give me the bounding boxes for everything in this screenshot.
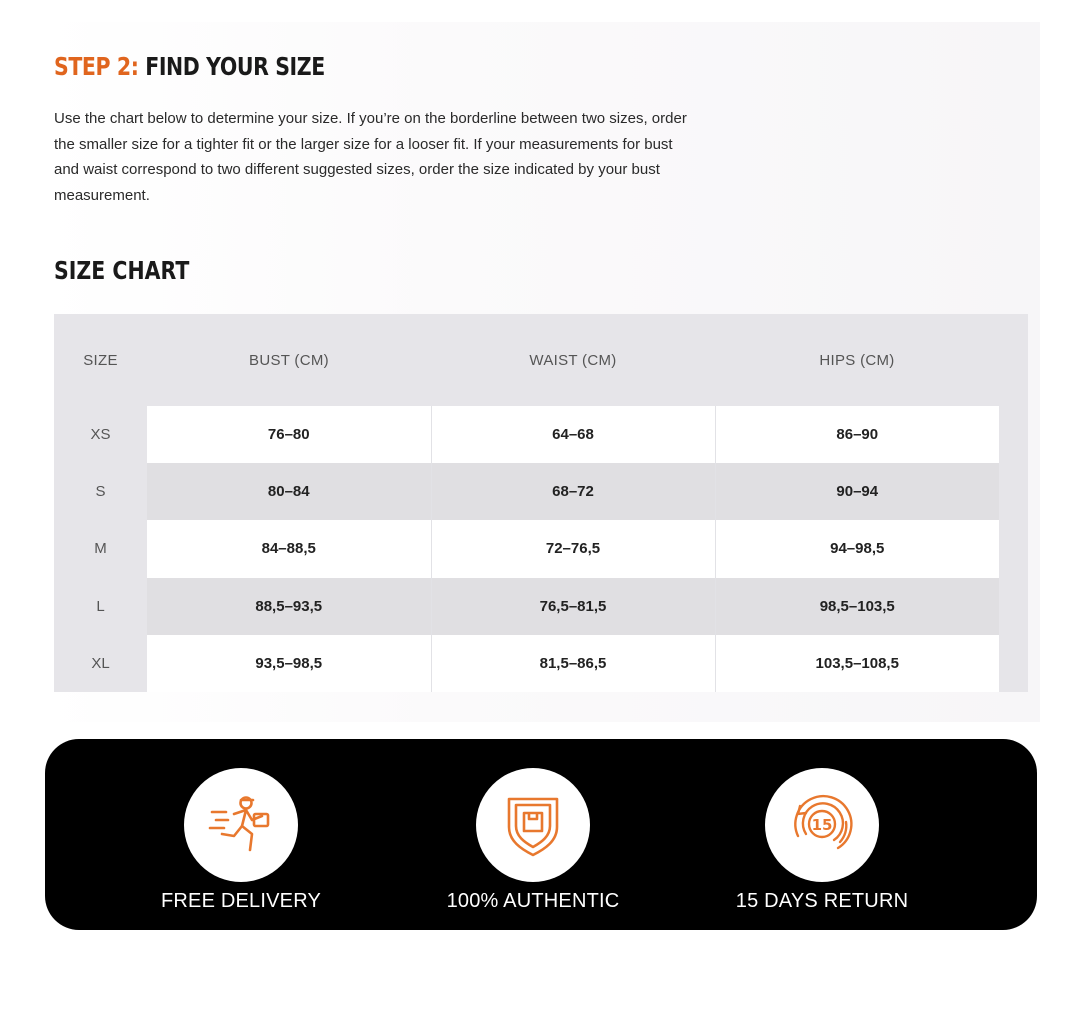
- table-row: [54, 463, 1028, 520]
- feature-free-delivery: [121, 739, 361, 930]
- bust-cell: 88,5–93,5: [147, 578, 431, 635]
- bust-cell: 84–88,5: [147, 520, 431, 577]
- header-bust: BUST (CM): [249, 351, 329, 369]
- svg-text:15: 15: [811, 816, 833, 834]
- table-row: [54, 406, 1028, 463]
- return-15-icon: [786, 790, 858, 860]
- step-label: STEP 2:: [54, 52, 139, 81]
- size-cell: XS: [90, 426, 111, 444]
- waist-cell: 76,5–81,5: [431, 578, 715, 635]
- features-banner: [45, 739, 1037, 930]
- size-cell: M: [94, 540, 107, 558]
- size-cell: L: [96, 597, 105, 615]
- feature-label: 15 DAYS RETURN: [735, 890, 909, 912]
- header-spacer: [999, 314, 1028, 406]
- step-title: FIND YOUR SIZE: [145, 52, 325, 81]
- shield-box-icon: [504, 793, 562, 857]
- hips-cell: 94–98,5: [715, 520, 999, 577]
- table-row: [54, 520, 1028, 577]
- hips-cell: 86–90: [715, 406, 999, 463]
- waist-cell: 72–76,5: [431, 520, 715, 577]
- delivery-runner-icon: [208, 794, 274, 856]
- table-header-row: [54, 314, 1028, 406]
- bust-cell: 80–84: [147, 463, 431, 520]
- waist-cell: 68–72: [431, 463, 715, 520]
- intro-paragraph: Use the chart below to determine your size. If you’re on the borderline between two sizes, order the smaller size for a tighter fit or the larger size for a looser fit. If your measurements for bust and waist correspond to two different suggested sizes, order the size indicated by your bust measurement.: [54, 110, 687, 204]
- hips-cell: 98,5–103,5: [715, 578, 999, 635]
- feature-return: [702, 739, 942, 930]
- bust-cell: 93,5–98,5: [147, 635, 431, 692]
- size-chart-title: SIZE CHART: [54, 256, 190, 285]
- table-row: [54, 578, 1028, 635]
- waist-cell: 64–68: [431, 406, 715, 463]
- feature-icon-circle: [184, 768, 298, 882]
- size-chart-table-container: [54, 314, 1028, 692]
- waist-cell: 81,5–86,5: [431, 635, 715, 692]
- header-size: SIZE: [83, 351, 118, 369]
- feature-icon-circle: [765, 768, 879, 882]
- header-hips: HIPS (CM): [819, 351, 895, 369]
- hips-cell: 103,5–108,5: [715, 635, 999, 692]
- table-row: [54, 635, 1028, 692]
- step-heading: [54, 52, 325, 81]
- bust-cell: 76–80: [147, 406, 431, 463]
- hips-cell: 90–94: [715, 463, 999, 520]
- feature-label: FREE DELIVERY: [160, 890, 322, 912]
- size-cell: XL: [91, 654, 110, 672]
- feature-authentic: [413, 739, 653, 930]
- size-chart-table: [54, 314, 1028, 692]
- header-waist: WAIST (CM): [529, 351, 617, 369]
- feature-icon-circle: [476, 768, 590, 882]
- size-cell: S: [95, 483, 106, 501]
- feature-label: 100% AUTHENTIC: [446, 890, 620, 912]
